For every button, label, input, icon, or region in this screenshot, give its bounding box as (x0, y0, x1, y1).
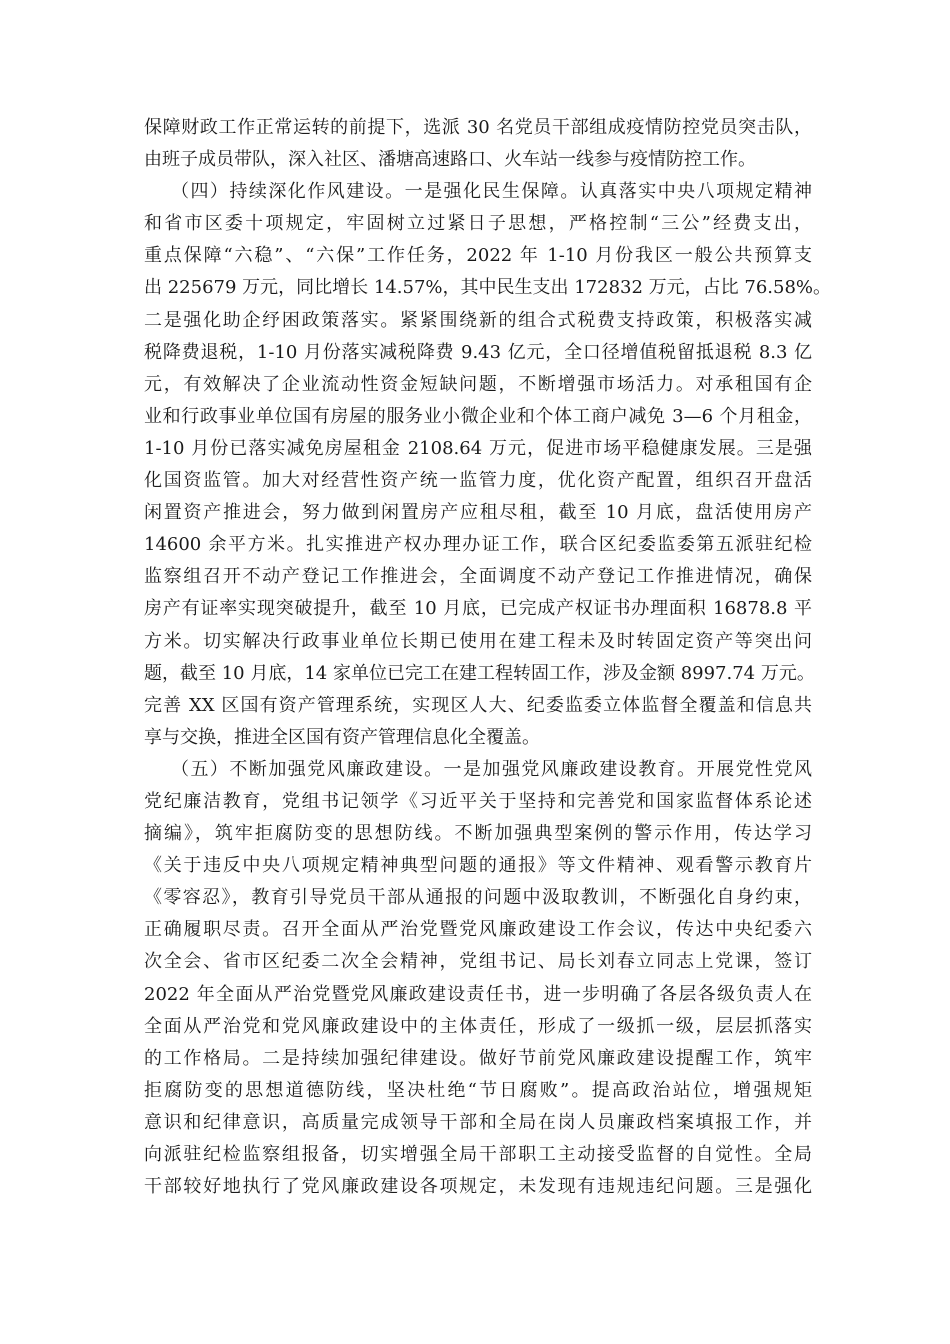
text-line: 享与交换，推进全区国有资产管理信息化全覆盖。 (144, 726, 540, 748)
text-line: 《零容忍》，教育引导党员干部从通报的问题中汲取教训，不断强化自身约束， (144, 887, 812, 909)
text-line: 次全会、省市区纪委二次全会精神，党组书记、局长刘春立同志上党课，签订 (144, 951, 812, 973)
text-line: 摘编》，筑牢拒腐防变的思想防线。不断加强典型案例的警示作用，传达学习 (144, 823, 812, 845)
section-heading-line: （五）不断加强党风廉政建设。一是加强党风廉政建设教育。开展党性党风 (171, 758, 812, 780)
text-line: 意识和纪律意识，高质量完成领导干部和全局在岗人员廉政档案填报工作，并 (144, 1111, 812, 1133)
text-line: 监察组召开不动产登记工作推进会，全面调度不动产登记工作推进情况，确保 (144, 566, 812, 588)
text-line: 正确履职尽责。召开全面从严治党暨党风廉政建设工作会议，传达中央纪委六 (144, 919, 812, 941)
text-line: 《关于违反中央八项规定精神典型问题的通报》等文件精神、观看警示教育片 (144, 855, 812, 877)
text-line: 房产有证率实现突破提升，截至 10 月底，已完成产权证书办理面积 16878.8 平 (144, 598, 812, 620)
text-line: 14600 余平方米。扎实推进产权办理办证工作，联合区纪委监委第五派驻纪检 (144, 534, 812, 556)
text-line: 党纪廉洁教育，党组书记领学《习近平关于坚持和完善党和国家监督体系论述 (144, 790, 812, 812)
text-line: 干部较好地执行了党风廉政建设各项规定，未发现有违规违纪问题。三是强化 (144, 1176, 812, 1198)
text-line: 税降费退税，1-10 月份落实减税降费 9.43 亿元，全口径增值税留抵退税 8.3 亿 (144, 341, 812, 363)
text-line: 全面从严治党和党风廉政建设中的主体责任，形成了一级抓一级，层层抓落实 (144, 1015, 812, 1037)
text-line: 业和行政事业单位国有房屋的服务业小微企业和个体工商户减免 3—6 个月租金， (144, 405, 812, 427)
text-line: 和省市区委十项规定，牢固树立过紧日子思想，严格控制“三公”经费支出， (144, 213, 812, 235)
section-heading-line: （四）持续深化作风建设。一是强化民生保障。认真落实中央八项规定精神 (171, 181, 812, 203)
text-line: 1-10 月份已落实减免房屋租金 2108.64 万元，促进市场平稳健康发展。三是强 (144, 437, 812, 459)
text-line: 题，截至 10 月底，14 家单位已完工在建工程转固工作，涉及金额 8997.74 万元。 (144, 662, 815, 684)
text-line: 闲置资产推进会，努力做到闲置房产应租尽租，截至 10 月底，盘活使用房产 (144, 502, 812, 524)
body-text (144, 112, 832, 1203)
text-line: 保障财政工作正常运转的前提下，选派 30 名党员干部组成疫情防控党员突击队， (144, 117, 812, 138)
text-line: 向派驻纪检监察组报备，切实增强全局干部职工主动接受监督的自觉性。全局 (144, 1144, 812, 1165)
text-line: 二是强化助企纾困政策落实。紧紧围绕新的组合式税费支持政策，积极落实减 (144, 309, 812, 331)
text-line: 化国资监管。加大对经营性资产统一监管力度，优化资产配置，组织召开盘活 (144, 470, 812, 492)
text-line: 拒腐防变的思想道德防线，坚决杜绝“节日腐败”。提高政治站位，增强规矩 (144, 1079, 812, 1101)
text-line: 2022 年全面从严治党暨党风廉政建设责任书，进一步明确了各层各级负责人在 (144, 983, 812, 1005)
text-line: 完善 XX 区国有资产管理系统，实现区人大、纪委监委立体监督全覆盖和信息共 (144, 694, 812, 716)
text-line: 方米。切实解决行政事业单位长期已使用在建工程未及时转固定资产等突出问 (144, 630, 812, 652)
text-line: 的工作格局。二是持续加强纪律建设。做好节前党风廉政建设提醒工作，筑牢 (144, 1047, 812, 1069)
text-line: 重点保障“六稳”、“六保”工作任务，2022 年 1-10 月份我区一般公共预算支 (144, 245, 812, 267)
text-line: 由班子成员带队，深入社区、潘塘高速路口、火车站一线参与疫情防控工作。 (144, 149, 756, 171)
text-line: 出 225679 万元，同比增长 14.57%，其中民生支出 172832 万元，占比 76.58%。 (144, 277, 832, 299)
text-line: 元，有效解决了企业流动性资金短缺问题，不断增强市场活力。对承租国有企 (144, 373, 812, 395)
